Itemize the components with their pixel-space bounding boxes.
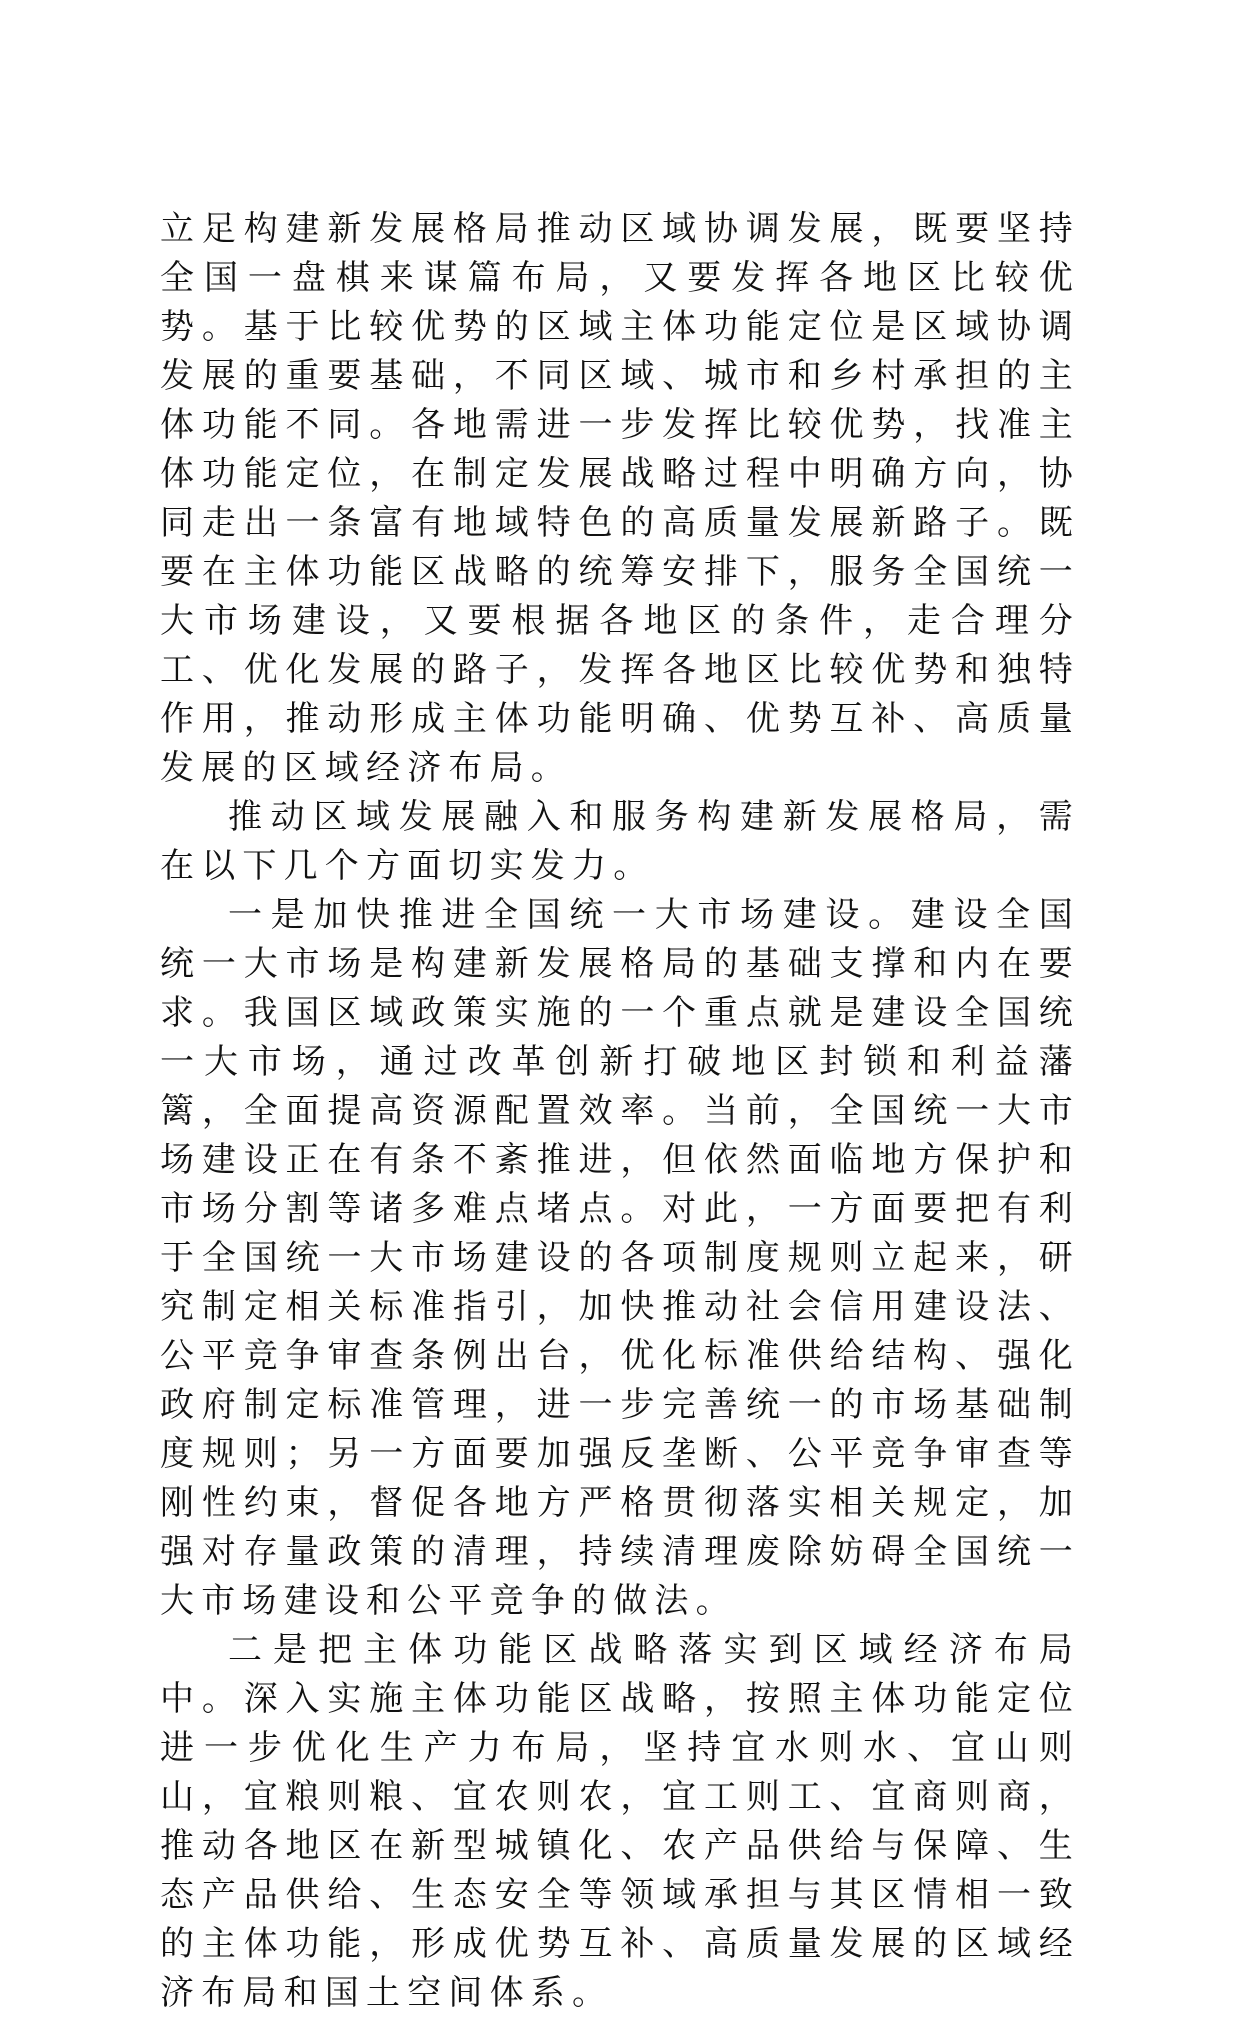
document-body bbox=[160, 205, 1080, 2018]
paragraph-transition: 推动区域发展融入和服务构建新发展格局，需在以下几个方面切实发力。 bbox=[160, 797, 1080, 886]
paragraph-point-two: 二是把主体功能区战略落实到区域经济布局中。深入实施主体功能区战略，按照主体功能定位进一步优化生产力布局，坚持宜水则水、宜山则山，宜粮则粮、宜农则农，宜工则工、宜商则商，推动各地区在新型城镇化、农产品供给与保障、生态产品供给、生态安全等领域承担与其区情相一致的主体功能，形成优势互补、高质量发展的区域经济布局和国土空间体系。 bbox=[160, 1630, 1080, 2013]
paragraph-intro: 立足构建新发展格局推动区域协调发展，既要坚持全国一盘棋来谋篇布局，又要发挥各地区比较优势。基于比较优势的区域主体功能定位是区域协调发展的重要基础，不同区域、城市和乡村承担的主体功能不同。各地需进一步发挥比较优势，找准主体功能定位，在制定发展战略过程中明确方向，协同走出一条富有地域特色的高质量发展新路子。既要在主体功能区战略的统筹安排下，服务全国统一大市场建设，又要根据各地区的条件，走合理分工、优化发展的路子，发挥各地区比较优势和独特作用，推动形成主体功能明确、优势互补、高质量发展的区域经济布局。 bbox=[160, 209, 1080, 788]
paragraph-point-one: 一是加快推进全国统一大市场建设。建设全国统一大市场是构建新发展格局的基础支撑和内在要求。我国区域政策实施的一个重点就是建设全国统一大市场，通过改革创新打破地区封锁和利益藩篱，全面提高资源配置效率。当前，全国统一大市场建设正在有条不紊推进，但依然面临地方保护和市场分割等诸多难点堵点。对此，一方面要把有利于全国统一大市场建设的各项制度规则立起来，研究制定相关标准指引，加快推动社会信用建设法、公平竞争审查条例出台，优化标准供给结构、强化政府制定标准管理，进一步完善统一的市场基础制度规则；另一方面要加强反垄断、公平竞争审查等刚性约束，督促各地方严格贯彻落实相关规定，加强对存量政策的清理，持续清理废除妨碍全国统一大市场建设和公平竞争的做法。 bbox=[160, 895, 1080, 1621]
